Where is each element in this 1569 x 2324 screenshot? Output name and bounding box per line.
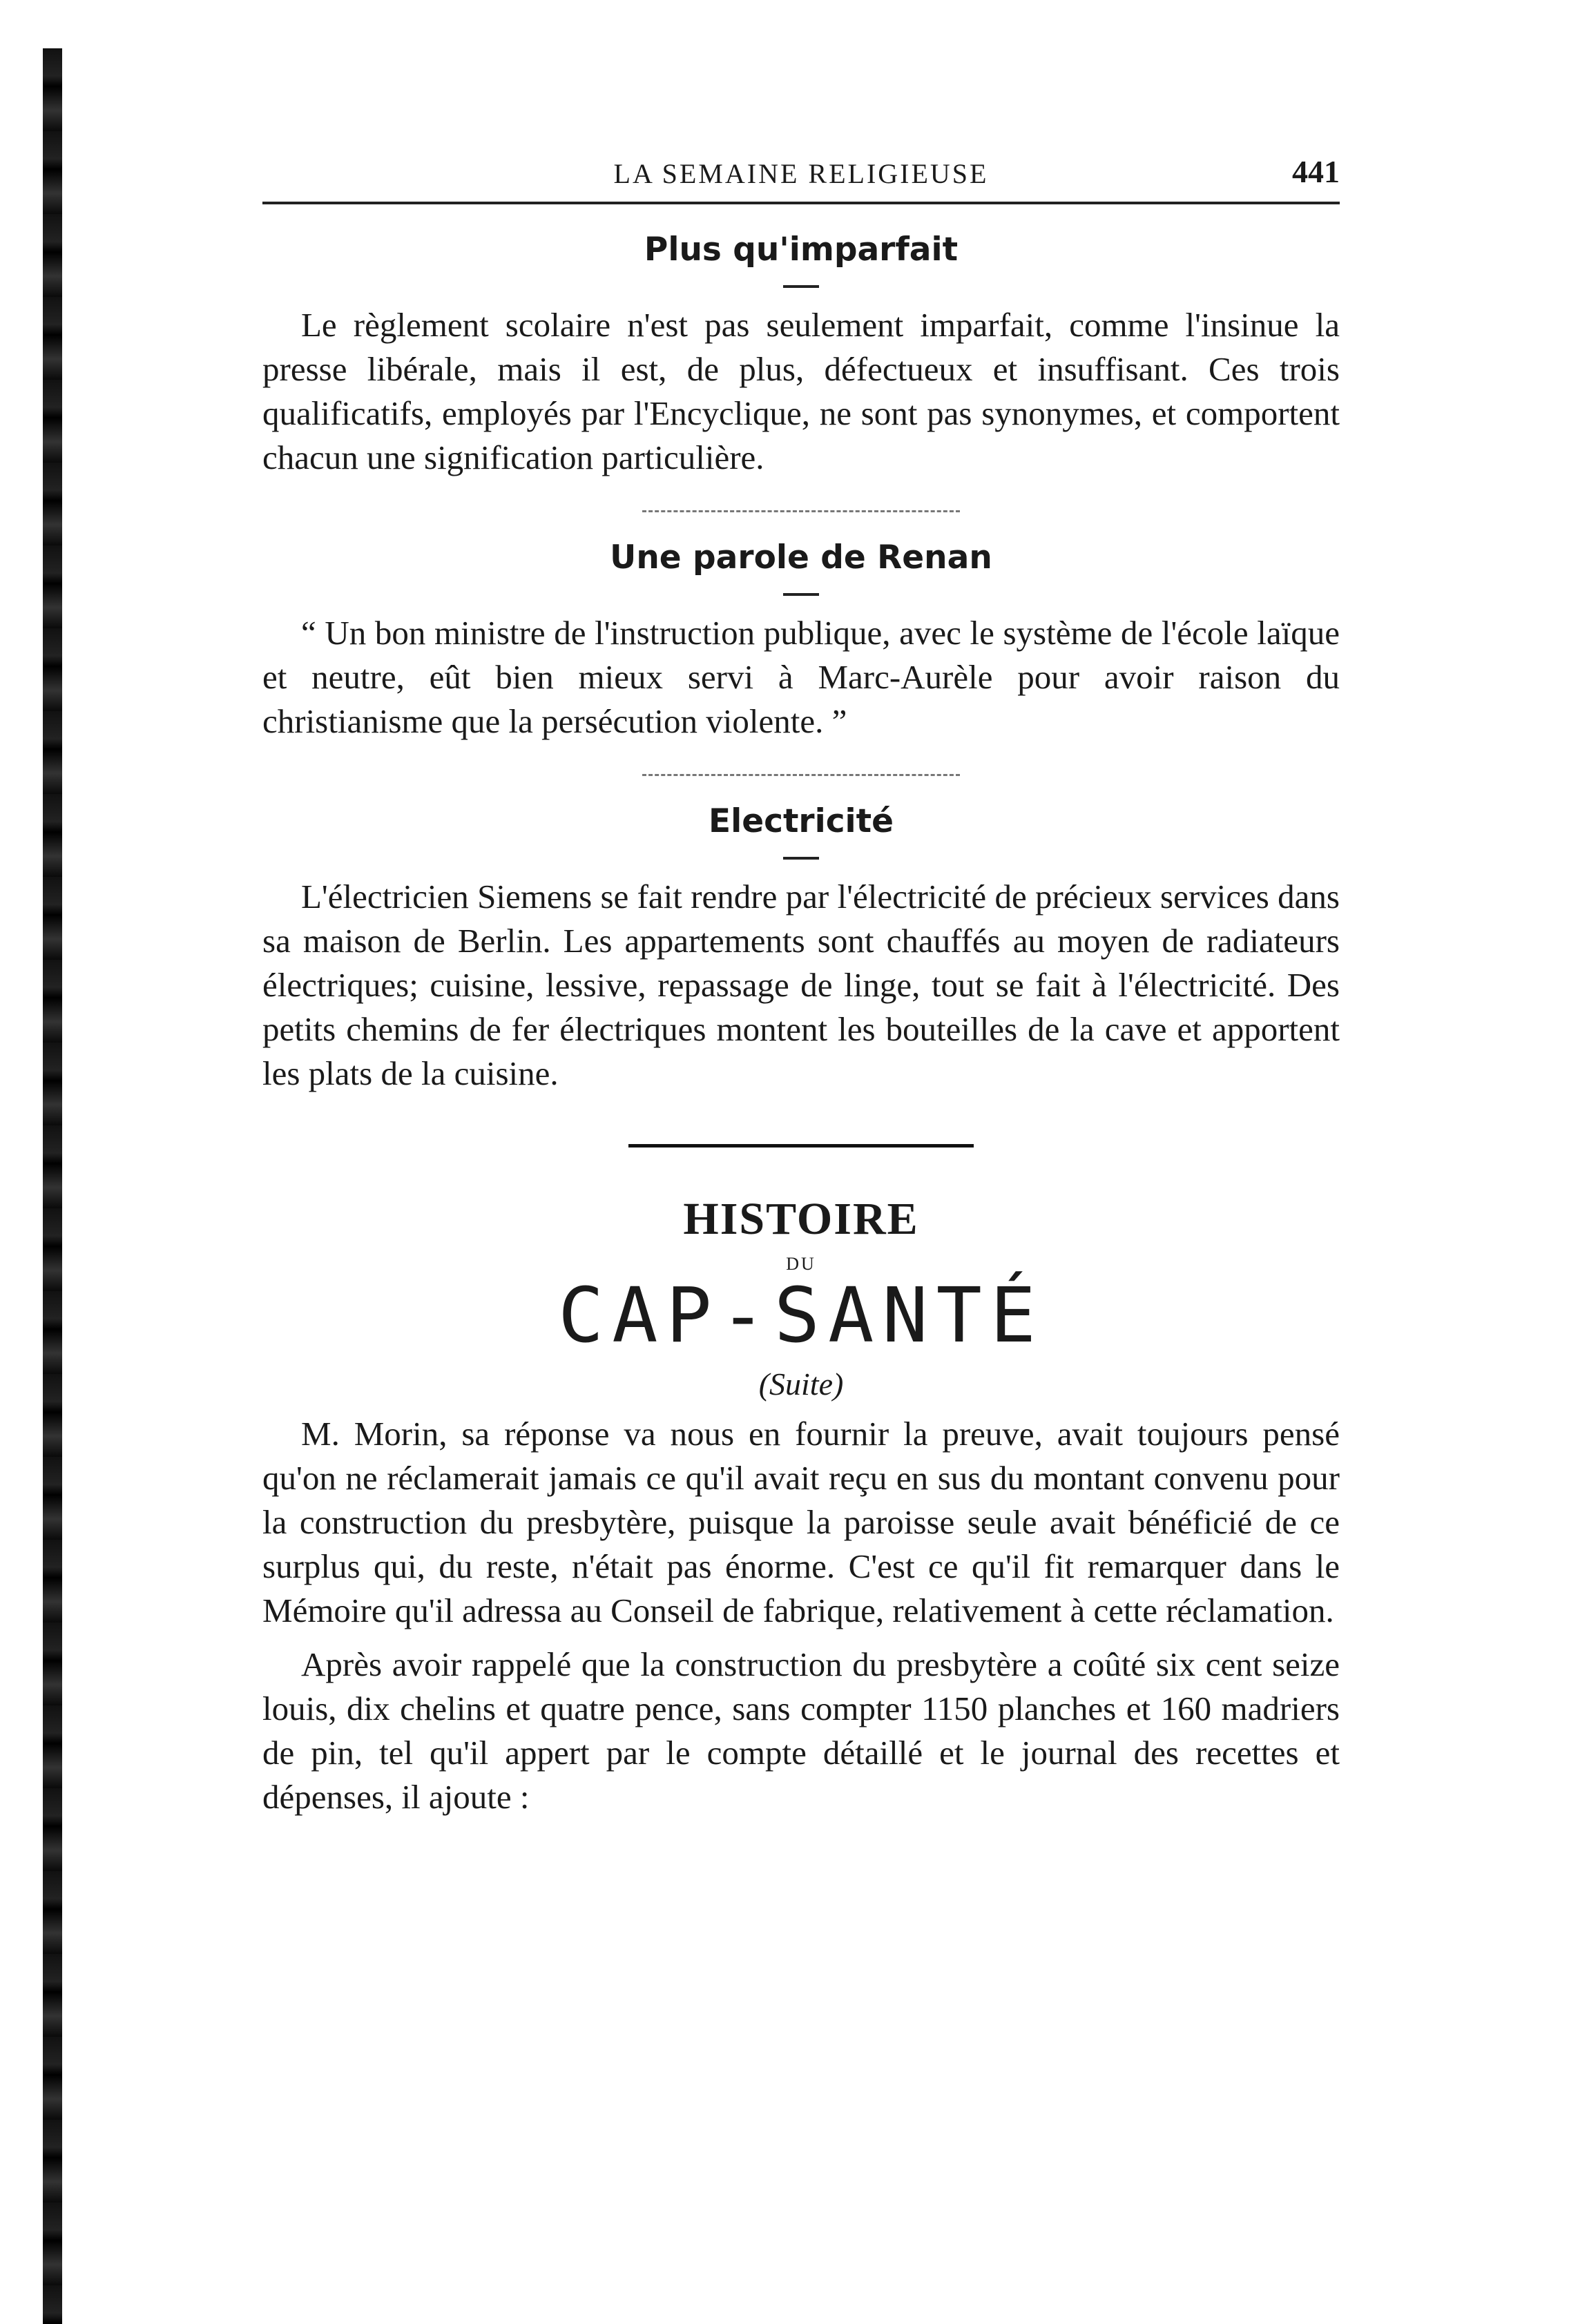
binding-edge (43, 48, 62, 2324)
section-separator (642, 774, 960, 776)
article-paragraph: Après avoir rappelé que la construction du presbytère a coûté six cent seize louis, dix chelins et quatre pence, sans compter 1150 planches et 160 madriers de pin, tel qu'il appert par le compte détaillé et le journal des recettes et dépenses, il ajoute : (262, 1645, 1340, 1816)
article-place: CAP-SANTÉ (557, 1271, 1045, 1359)
section-title: Plus qu'imparfait (644, 231, 959, 269)
section-text: L'électricien Siemens se fait rendre par l'électricité de précieux services dans sa maison de Berlin. Les appartements sont chauffés au moyen de radiateurs électriques; cuisine, lessive, repassage de linge, tout se fait à l'électricité. Des petits chemins de fer électriques montent les bouteilles de la cave et apportent les plats de la cuisine. (262, 878, 1340, 1092)
section-separator (642, 510, 960, 512)
section-text: Le règlement scolaire n'est pas seulement imparfait, comme l'insinue la presse libérale, mais il est, de plus, défectueux et insuffisant. Ces trois qualificatifs, employés par l'Encyclique, ne sont pas synonymes, et comportent chacun une signification particulière. (262, 306, 1340, 476)
page-number: 441 (1292, 154, 1340, 189)
running-header (262, 145, 1340, 193)
header-rule (262, 202, 1340, 204)
page (262, 145, 1340, 1819)
section-electricite (262, 802, 1340, 1096)
section-title: Electricité (708, 802, 894, 840)
title-dash (783, 857, 819, 860)
title-dash (783, 285, 819, 288)
article-heading: HISTOIRE (683, 1194, 919, 1244)
article-suite: (Suite) (758, 1366, 844, 1402)
article-rule (628, 1144, 974, 1148)
section-plus-qu-imparfait (262, 231, 1340, 480)
article-paragraph: M. Morin, sa réponse va nous en fournir la preuve, avait toujours pensé qu'on ne réclamerait jamais ce qu'il avait reçu en sus du montant convenu pour la construction du presbytère, puisque la paroisse seule avait bénéficié de ce surplus qui, du reste, n'était pas énorme. C'est ce qu'il fit remarquer dans le Mémoire qu'il adressa au Conseil de fabrique, relativement à cette réclamation. (262, 1415, 1340, 1629)
article-histoire (262, 1193, 1340, 1819)
section-title: Une parole de Renan (610, 539, 992, 577)
section-text: “ Un bon ministre de l'instruction publique, avec le système de l'école laïque et neutre, eût bien mieux servi à Marc-Aurèle pour avoir raison du christianisme que la persécution violente. ” (262, 614, 1340, 740)
running-title: LA SEMAINE RELIGIEUSE (613, 158, 989, 189)
title-dash (783, 593, 819, 596)
article-connector: DU (786, 1254, 816, 1274)
section-renan (262, 539, 1340, 744)
